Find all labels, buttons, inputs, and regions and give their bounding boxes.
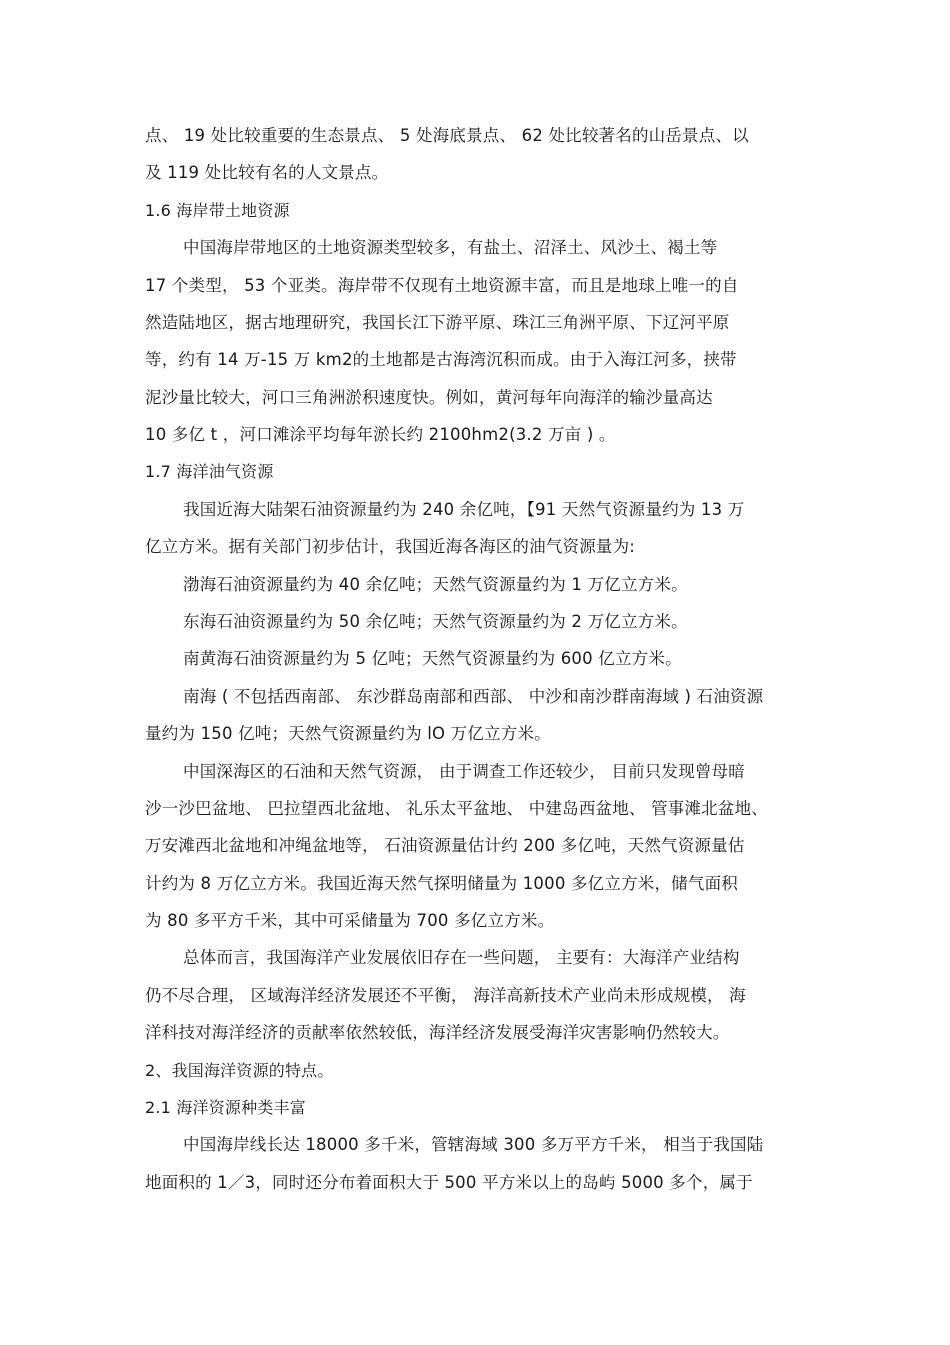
text-line: 仍不尽合理， 区域海洋经济发展还不平衡， 海洋高新技术产业尚未形成规模， 海 xyxy=(145,986,746,1005)
text-line: 等，约有 14 万-15 万 km2的土地都是古海湾沉积而成。由于入海江河多，挟带 xyxy=(145,350,737,369)
text-line: 南海 ( 不包括西南部、 东沙群岛南部和西部、 中沙和南沙群南海域 ) 石油资源 xyxy=(183,687,764,706)
text-line: 中国深海区的石油和天然气资源， 由于调查工作还较少， 目前只发现曾母暗 xyxy=(183,762,745,781)
text-line: 计约为 8 万亿立方米。我国近海天然气探明储量为 1000 多亿立方米，储气面积 xyxy=(145,874,738,893)
text-line: 渤海石油资源量约为 40 余亿吨；天然气资源量约为 1 万亿立方米。 xyxy=(183,575,688,594)
text-line: 中国海岸带地区的土地资源类型较多，有盐土、沼泽土、风沙土、褐土等 xyxy=(183,238,718,257)
text-line: 南黄海石油资源量约为 5 亿吨；天然气资源量约为 600 亿立方米。 xyxy=(183,649,682,668)
section-heading: 1.6 海岸带土地资源 xyxy=(145,201,290,220)
section-heading: 2.1 海洋资源种类丰富 xyxy=(145,1098,306,1117)
text-line: 然造陆地区，据古地理研究，我国长江下游平原、珠江三角洲平原、下辽河平原 xyxy=(145,313,730,332)
text-line: 亿立方米。据有关部门初步估计，我国近海各海区的油气资源量为: xyxy=(145,537,636,556)
text-line: 洋科技对海洋经济的贡献率依然较低，海洋经济发展受海洋灾害影响仍然较大。 xyxy=(145,1023,730,1042)
text-line: 中国海岸线长达 18000 多千米，管辖海域 300 多万平方千米， 相当于我国陆 xyxy=(183,1135,764,1154)
text-line: 为 80 多平方千米，其中可采储量为 700 多亿立方米。 xyxy=(145,911,555,930)
text-line: 东海石油资源量约为 50 余亿吨；天然气资源量约为 2 万亿立方米。 xyxy=(183,612,688,631)
section-heading: 2、我国海洋资源的特点。 xyxy=(145,1061,334,1080)
text-line: 我国近海大陆架石油资源量约为 240 余亿吨，【91 天然气资源量约为 13 万 xyxy=(183,500,745,519)
text-line: 及 119 处比较有名的人文景点。 xyxy=(145,163,389,182)
text-line: 总体而言，我国海洋产业发展依旧存在一些问题， 主要有：大海洋产业结构 xyxy=(183,948,740,967)
section-heading: 1.7 海洋油气资源 xyxy=(145,462,274,481)
text-line: 沙一沙巴盆地、 巴拉望西北盆地、 礼乐太平盆地、 中建岛西盆地、 管事滩北盆地、 xyxy=(145,799,768,818)
text-line: 10 多亿 t ，河口滩涂平均每年淤长约 2100hm2(3.2 万亩 ) 。 xyxy=(145,425,616,444)
text-line: 地面积的 1／3，同时还分布着面积大于 500 平方米以上的岛屿 5000 多个，属于 xyxy=(145,1173,753,1192)
text-line: 17 个类型， 53 个亚类。海岸带不仅现有土地资源丰富，而且是地球上唯一的自 xyxy=(145,276,739,295)
text-line: 量约为 150 亿吨；天然气资源量约为 lO 万亿立方米。 xyxy=(145,724,551,743)
text-line: 万安滩西北盆地和冲绳盆地等， 石油资源量估计约 200 多亿吨，天然气资源量估 xyxy=(145,836,745,855)
text-line: 点、 19 处比较重要的生态景点、 5 处海底景点、 62 处比较著名的山岳景点、以 xyxy=(145,126,749,145)
text-line: 泥沙量比较大，河口三角洲淤积速度快。例如，黄河每年向海洋的输沙量高达 xyxy=(145,388,713,407)
